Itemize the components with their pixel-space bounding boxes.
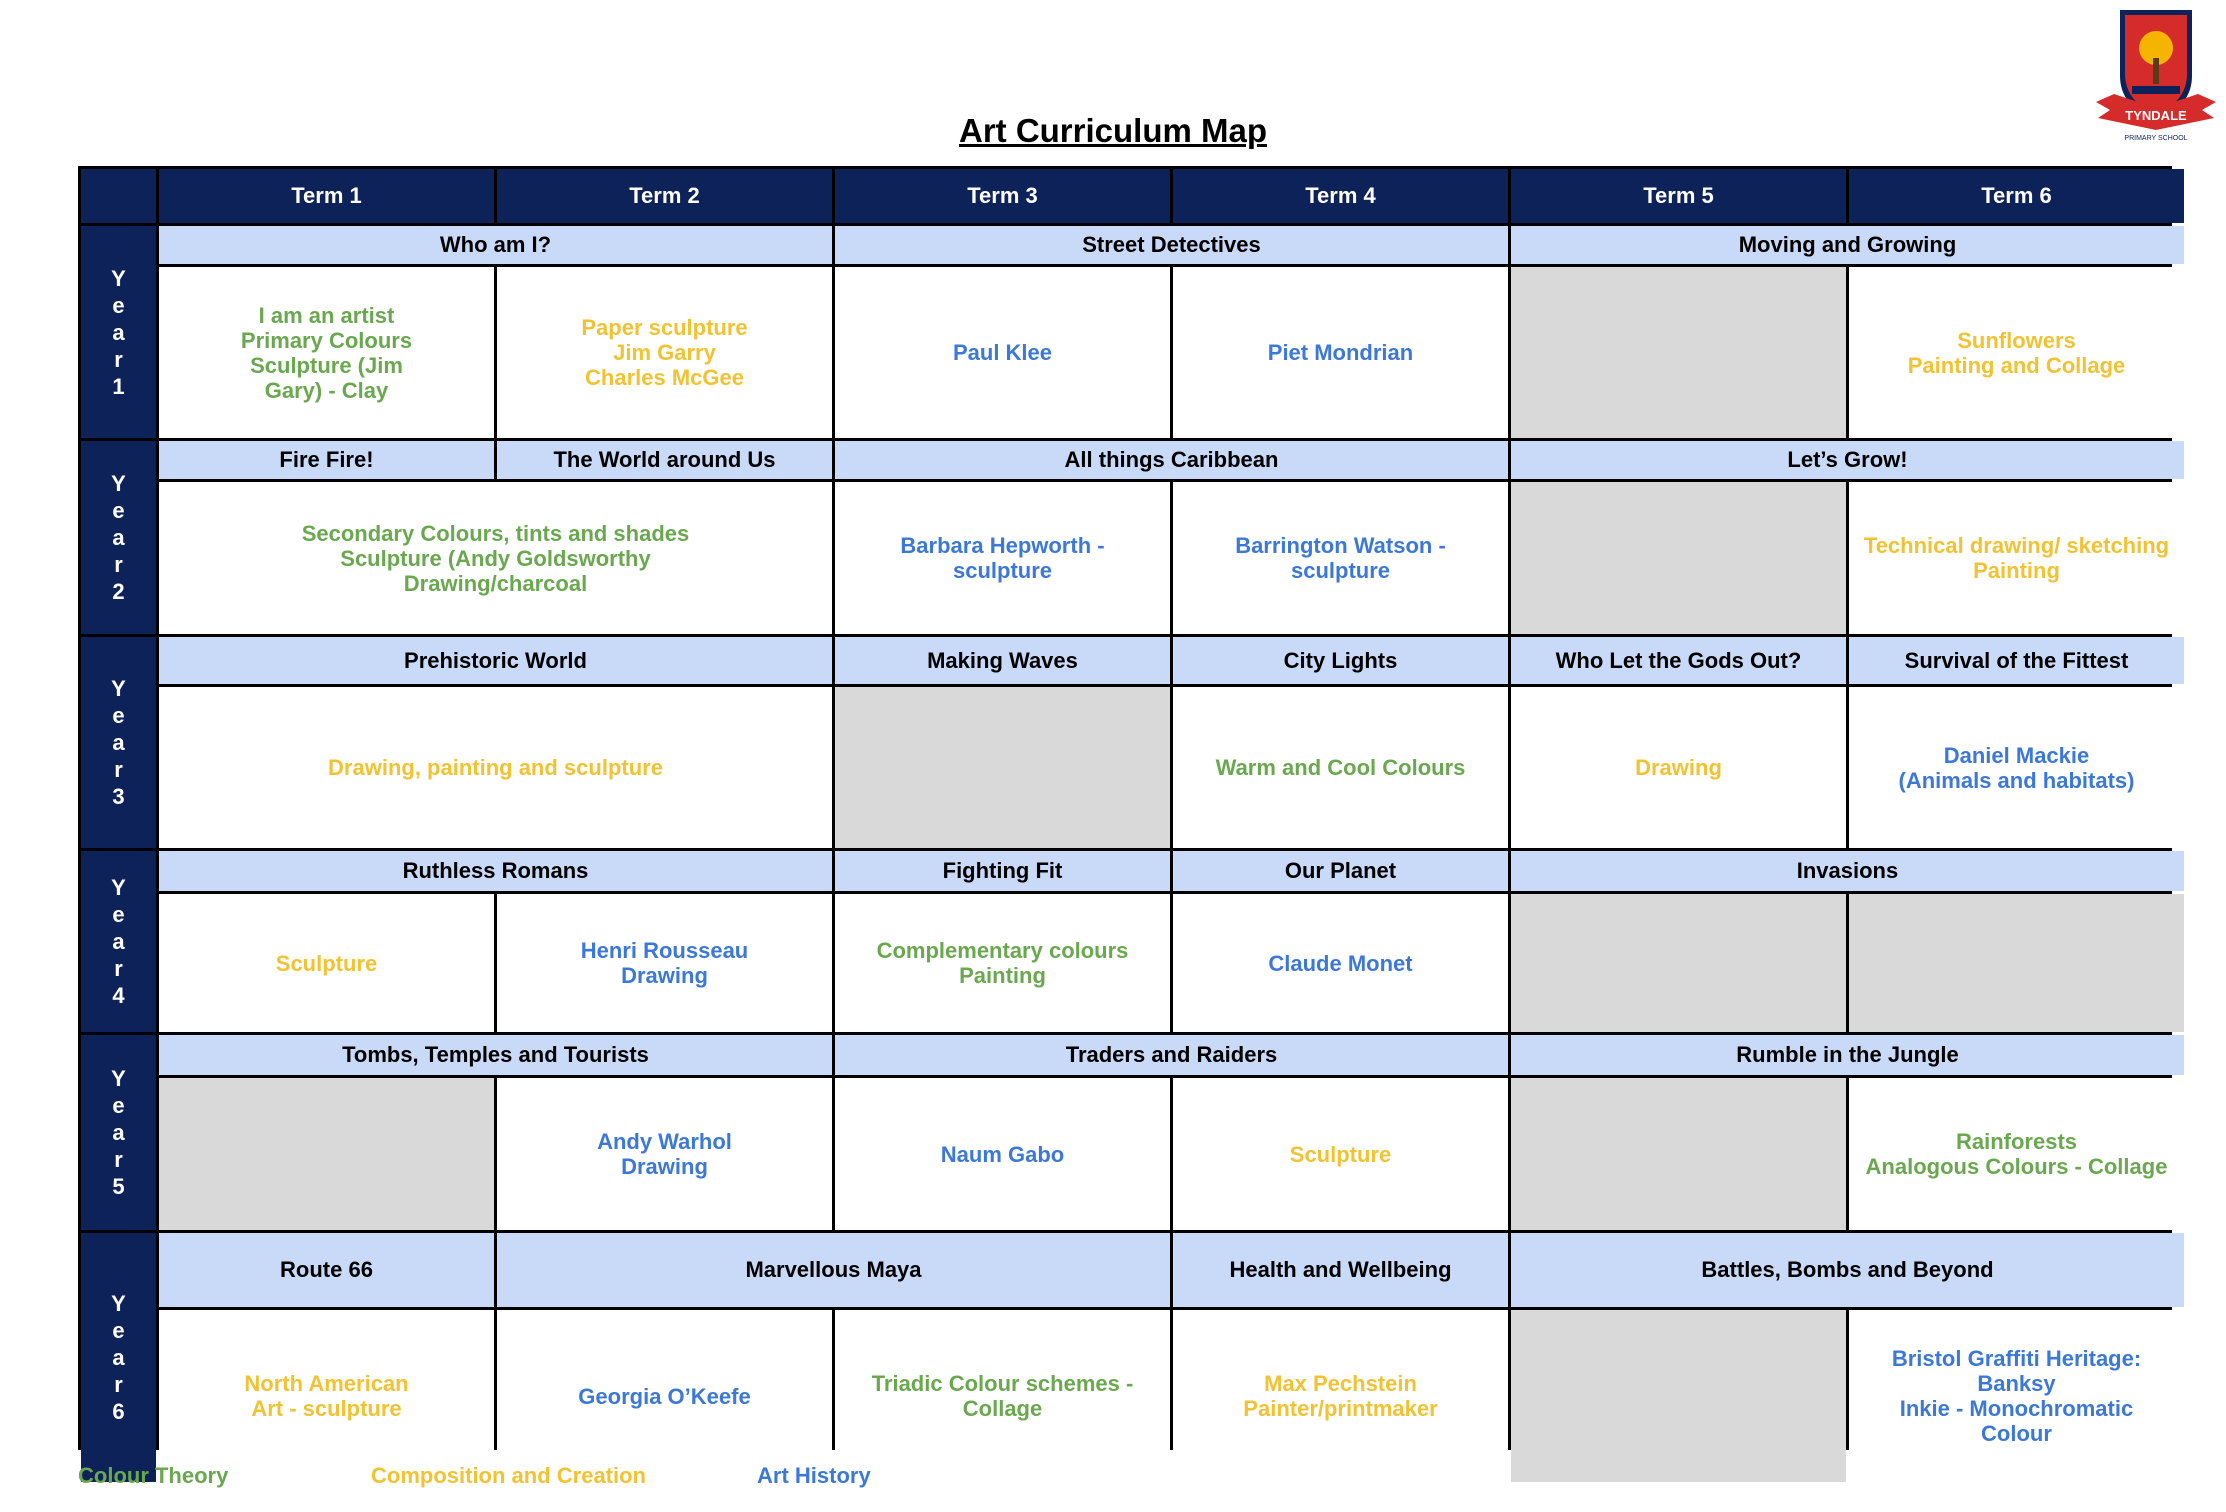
theme-moving-and-growing: Moving and Growing [1511, 226, 2184, 264]
theme-ruthless-romans: Ruthless Romans [159, 851, 832, 891]
theme-invasions: Invasions [1511, 851, 2184, 891]
y4-t5-empty-cell [1511, 894, 1846, 1032]
y6-t3-cell: Triadic Colour schemes - Collage [835, 1310, 1170, 1482]
theme-world-around-us: The World around Us [497, 441, 832, 479]
theme-street-detectives: Street Detectives [835, 226, 1508, 264]
y3-t1-t2-cell: Drawing, painting and sculpture [159, 687, 832, 848]
term-6-header: Term 6 [1849, 169, 2184, 223]
y4-t6-empty-cell [1849, 894, 2184, 1032]
legend-art-history: Art History [757, 1463, 871, 1488]
legend-composition-and-creation: Composition and Creation [371, 1463, 646, 1488]
theme-who-let-the-gods-out: Who Let the Gods Out? [1511, 637, 1846, 684]
y3-t3-empty-cell [835, 687, 1170, 848]
y4-t2-cell: Henri Rousseau Drawing [497, 894, 832, 1032]
theme-rumble-in-the-jungle: Rumble in the Jungle [1511, 1035, 2184, 1075]
y6-t5-empty-cell [1511, 1310, 1846, 1482]
theme-all-things-caribbean: All things Caribbean [835, 441, 1508, 479]
year-1-label: Y e a r 1 [81, 226, 156, 438]
page-title: Art Curriculum Map [958, 112, 1268, 149]
y2-t4-cell: Barrington Watson - sculpture [1173, 482, 1508, 634]
svg-text:PRIMARY SCHOOL: PRIMARY SCHOOL [2124, 135, 2188, 142]
y5-t6-cell: Rainforests Analogous Colours - Collage [1849, 1078, 2184, 1230]
y2-t1-t2-cell: Secondary Colours, tints and shades Sculpture (Andy Goldsworthy Drawing/charcoal [159, 482, 832, 634]
y2-t3-cell: Barbara Hepworth - sculpture [835, 482, 1170, 634]
theme-battles-bombs-beyond: Battles, Bombs and Beyond [1511, 1233, 2184, 1307]
theme-prehistoric-world: Prehistoric World [159, 637, 832, 684]
theme-tombs-temples-tourists: Tombs, Temples and Tourists [159, 1035, 832, 1075]
theme-route-66: Route 66 [159, 1233, 494, 1307]
y2-t5-empty-cell [1511, 482, 1846, 634]
svg-text:TYNDALE: TYNDALE [2125, 108, 2187, 123]
y6-t2-cell: Georgia O’Keefe [497, 1310, 832, 1482]
y6-t4-cell: Max Pechstein Painter/printmaker [1173, 1310, 1508, 1482]
theme-lets-grow: Let’s Grow! [1511, 441, 2184, 479]
y5-t1-empty-cell [159, 1078, 494, 1230]
y5-t5-empty-cell [1511, 1078, 1846, 1230]
year-4-label: Y e a r 4 [81, 851, 156, 1032]
y3-t6-cell: Daniel Mackie (Animals and habitats) [1849, 687, 2184, 848]
theme-traders-and-raiders: Traders and Raiders [835, 1035, 1508, 1075]
theme-survival-of-the-fittest: Survival of the Fittest [1849, 637, 2184, 684]
y5-t4-cell: Sculpture [1173, 1078, 1508, 1230]
y4-t1-cell: Sculpture [159, 894, 494, 1032]
theme-city-lights: City Lights [1173, 637, 1508, 684]
term-5-header: Term 5 [1511, 169, 1846, 223]
term-3-header: Term 3 [835, 169, 1170, 223]
theme-fire-fire: Fire Fire! [159, 441, 494, 479]
y1-t3-cell: Paul Klee [835, 267, 1170, 438]
y4-t3-cell: Complementary colours Painting [835, 894, 1170, 1032]
y1-t1-cell: I am an artist Primary Colours Sculpture (Jim Gary) - Clay [159, 267, 494, 438]
y6-t6-cell: Bristol Graffiti Heritage: Banksy Inkie - Monochromatic Colour [1849, 1310, 2184, 1482]
theme-health-and-wellbeing: Health and Wellbeing [1173, 1233, 1508, 1307]
theme-who-am-i: Who am I? [159, 226, 832, 264]
y1-t6-cell: Sunflowers Painting and Collage [1849, 267, 2184, 438]
theme-marvellous-maya: Marvellous Maya [497, 1233, 1170, 1307]
school-crest-logo [2092, 6, 2220, 146]
theme-our-planet: Our Planet [1173, 851, 1508, 891]
term-1-header: Term 1 [159, 169, 494, 223]
y3-t4-cell: Warm and Cool Colours [1173, 687, 1508, 848]
term-2-header: Term 2 [497, 169, 832, 223]
y5-t2-cell: Andy Warhol Drawing [497, 1078, 832, 1230]
curriculum-grid [78, 166, 2172, 1450]
y1-t4-cell: Piet Mondrian [1173, 267, 1508, 438]
y2-t6-cell: Technical drawing/ sketching Painting [1849, 482, 2184, 634]
y1-t5-empty-cell [1511, 267, 1846, 438]
year-6-label: Y e a r 6 [81, 1233, 156, 1482]
theme-making-waves: Making Waves [835, 637, 1170, 684]
term-4-header: Term 4 [1173, 169, 1508, 223]
year-3-label: Y e a r 3 [81, 637, 156, 848]
y5-t3-cell: Naum Gabo [835, 1078, 1170, 1230]
legend-colour-theory: Colour Theory [78, 1463, 229, 1488]
year-5-label: Y e a r 5 [81, 1035, 156, 1230]
header-corner [81, 169, 156, 223]
y6-t1-cell: North American Art - sculpture [159, 1310, 494, 1482]
y3-t5-cell: Drawing [1511, 687, 1846, 848]
year-2-label: Y e a r 2 [81, 441, 156, 634]
y4-t4-cell: Claude Monet [1173, 894, 1508, 1032]
y1-t2-cell: Paper sculpture Jim Garry Charles McGee [497, 267, 832, 438]
theme-fighting-fit: Fighting Fit [835, 851, 1170, 891]
